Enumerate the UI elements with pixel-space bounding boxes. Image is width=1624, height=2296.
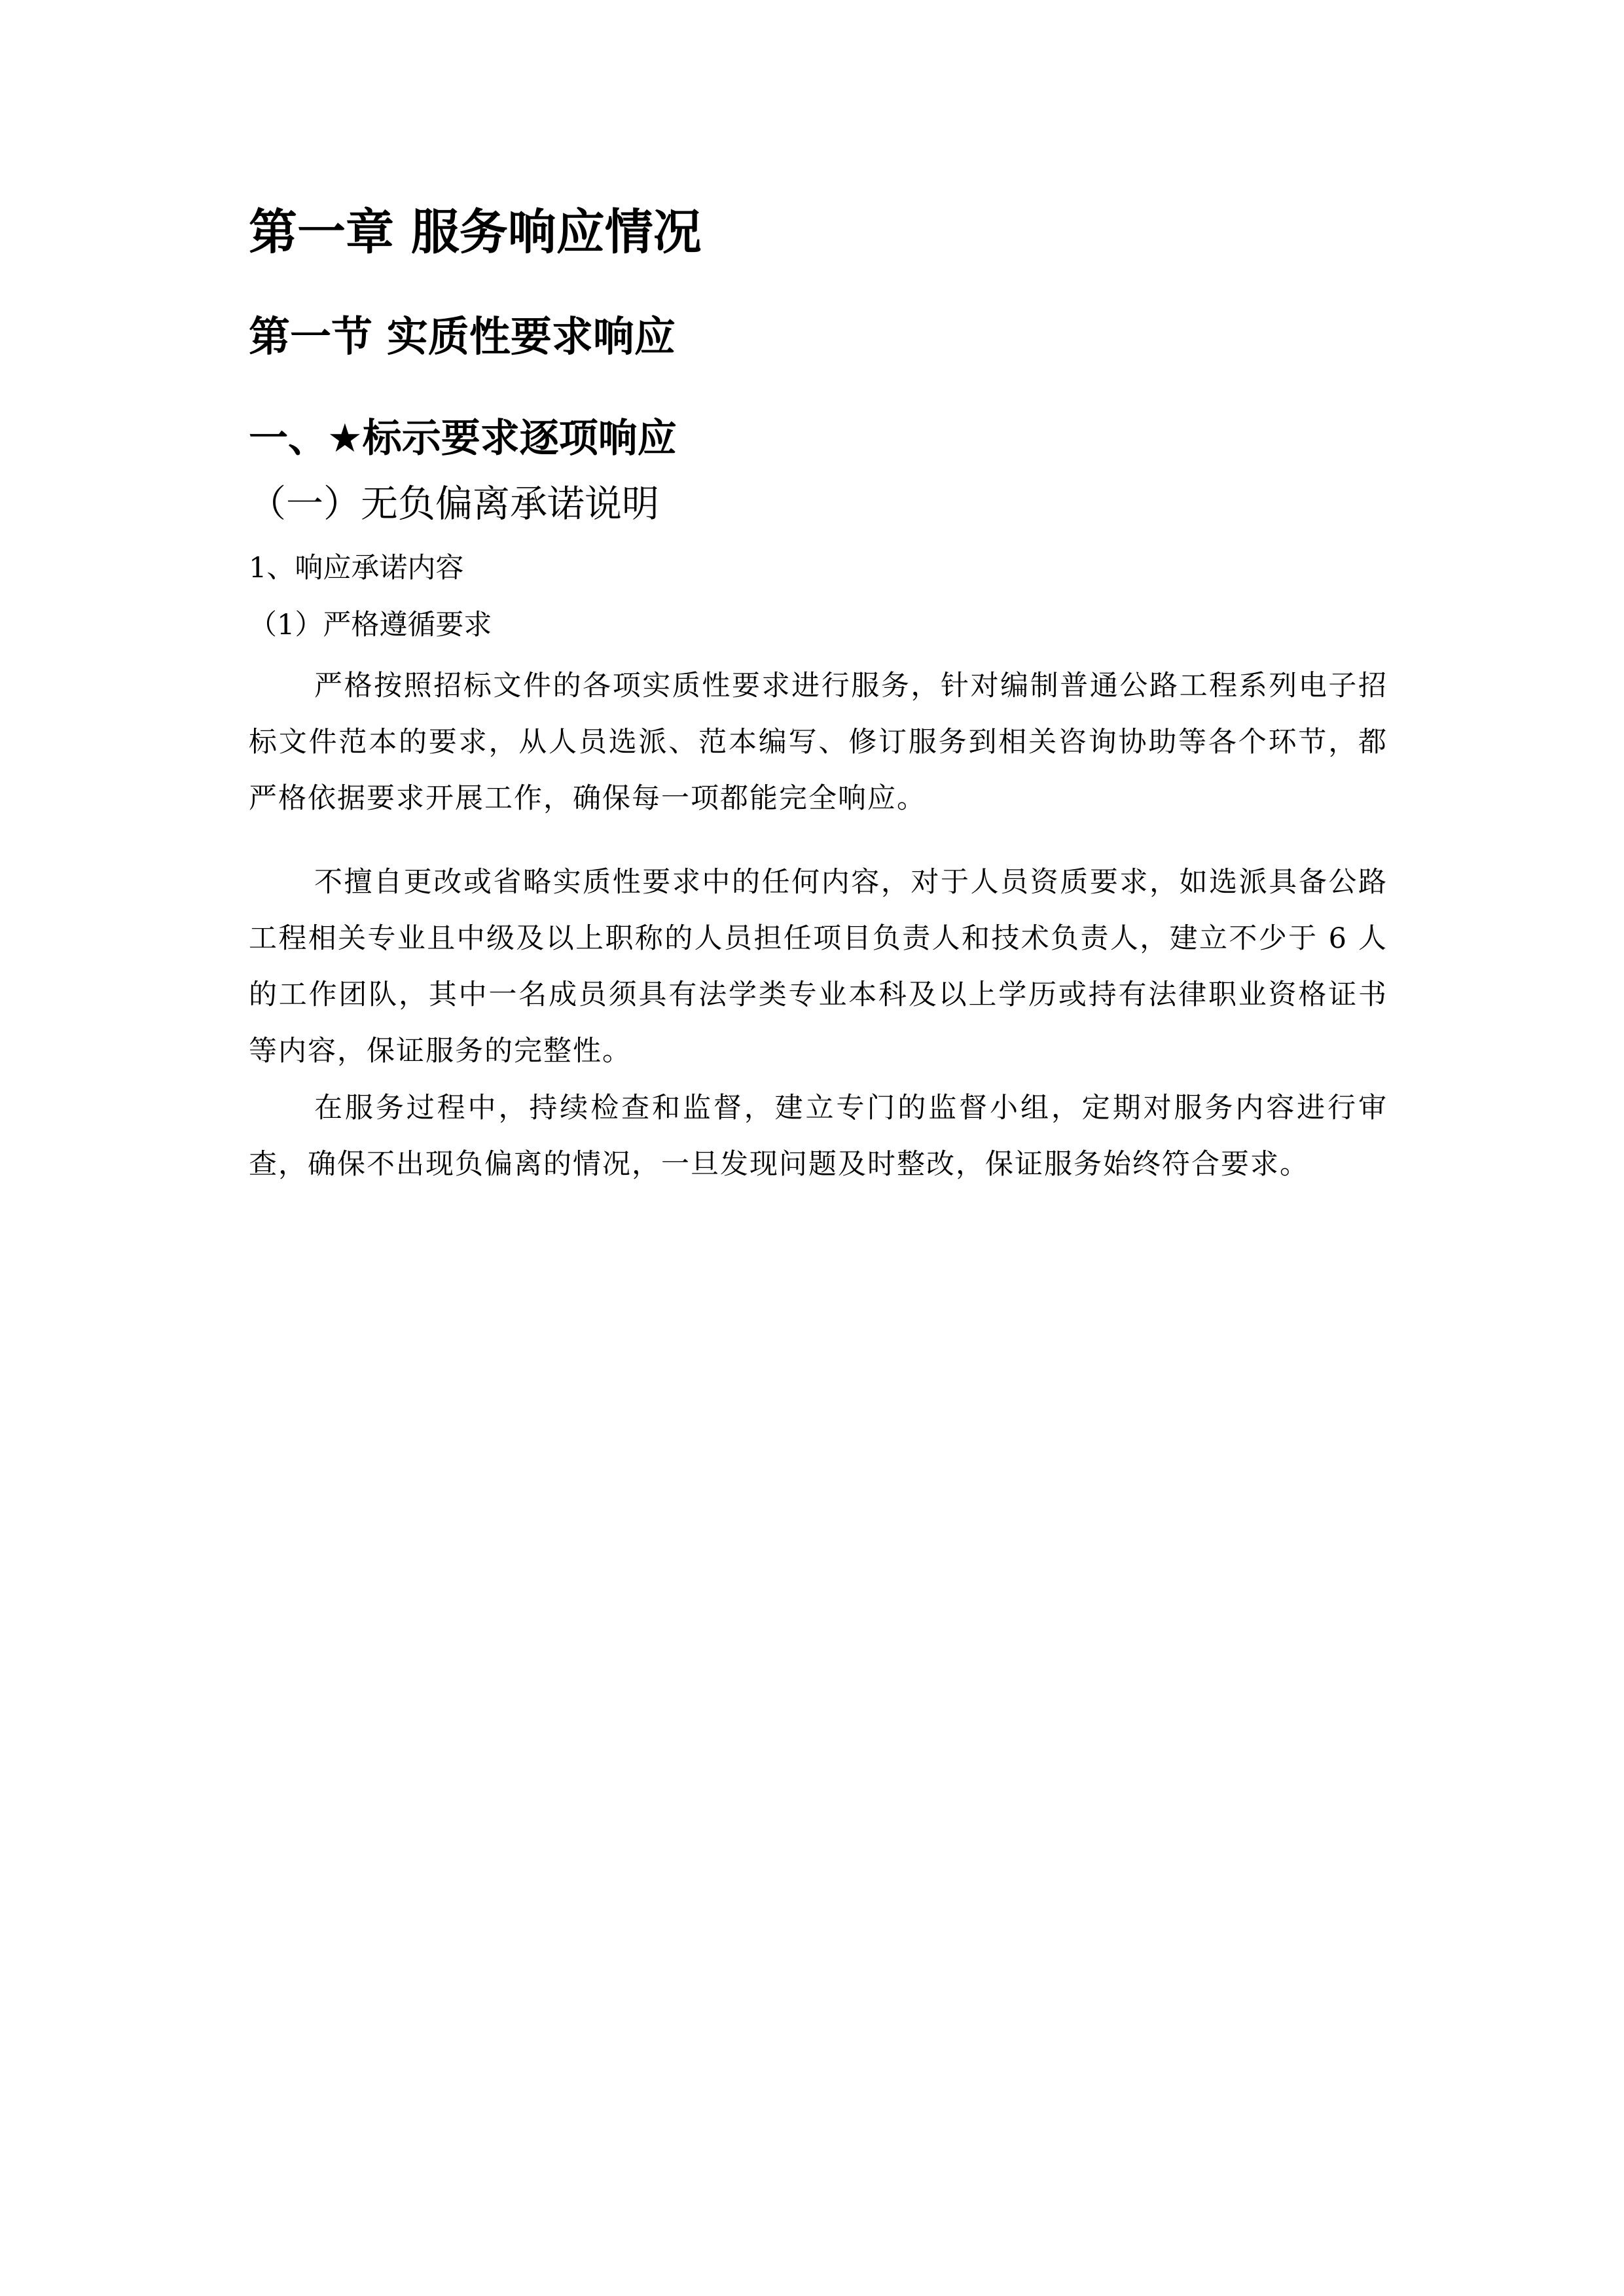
body-paragraph-2: 不擅自更改或省略实质性要求中的任何内容，对于人员资质要求，如选派具备公路工程相关专业且中级及以上职称的人员担任项目负责人和技术负责人，建立不少于 6 人的工作团队，其中一名成员须具有法学类专业本科及以上学历或持有法律职业资格证书等内容，保证服务的完整性。 (249, 866, 1388, 1067)
subsubsection-title: （一）无负偏离承诺说明 (249, 482, 659, 526)
body-paragraph-1: 严格按照招标文件的各项实质性要求进行服务，针对编制普通公路工程系列电子招标文件范本的要求，从人员选派、范本编写、修订服务到相关咨询协助等各个环节，都严格依据要求开展工作，确保每一项都能完全响应。 (249, 670, 1388, 815)
subitem-title: （1）严格遵循要求 (249, 609, 492, 641)
section-title: 第一节 实质性要求响应 (249, 313, 676, 361)
item-title: 1、响应承诺内容 (249, 552, 464, 584)
subsection-title: 一、★标示要求逐项响应 (249, 416, 677, 461)
body-paragraph-3: 在服务过程中，持续检查和监督，建立专门的监督小组，定期对服务内容进行审查，确保不出现负偏离的情况，一旦发现问题及时整改，保证服务始终符合要求。 (249, 1092, 1388, 1181)
chapter-title: 第一章 服务响应情况 (249, 204, 702, 260)
